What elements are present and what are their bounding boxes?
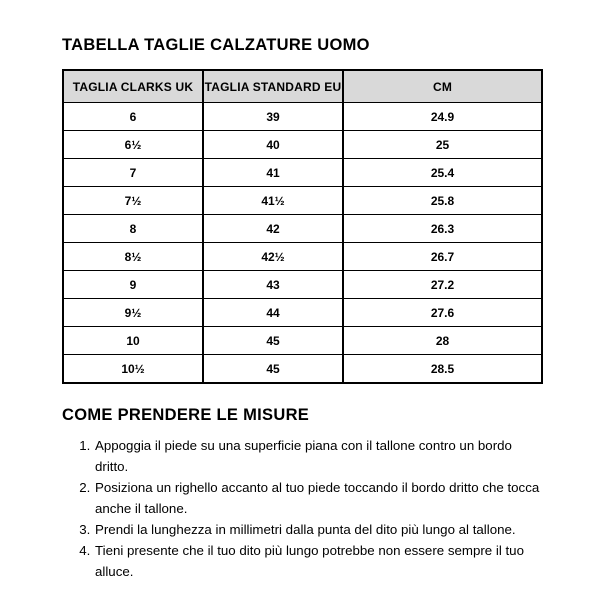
measure-section-title: COME PRENDERE LE MISURE [62, 406, 310, 424]
table-cell: 45 [203, 327, 343, 355]
table-cell: 42 [203, 215, 343, 243]
table-cell: 45 [203, 355, 343, 384]
table-cell: 8½ [63, 243, 203, 271]
table-cell: 40 [203, 131, 343, 159]
size-table-header [63, 70, 542, 103]
table-column-header: TAGLIA CLARKS UK [63, 70, 203, 103]
table-row [63, 131, 542, 159]
table-row [63, 271, 542, 299]
table-cell: 27.2 [343, 271, 542, 299]
table-cell: 28 [343, 327, 542, 355]
measure-instructions-list [62, 435, 545, 582]
table-row [63, 159, 542, 187]
table-cell: 7½ [63, 187, 203, 215]
table-cell: 9 [63, 271, 203, 299]
instruction-item: 3. Prendi la lunghezza in millimetri dalla punta del dito più lungo al tallone. [94, 519, 545, 540]
table-cell: 39 [203, 103, 343, 131]
table-row [63, 187, 542, 215]
table-column-header: CM [343, 70, 542, 103]
table-cell: 28.5 [343, 355, 542, 384]
table-cell: 27.6 [343, 299, 542, 327]
table-cell: 26.3 [343, 215, 542, 243]
table-cell: 10 [63, 327, 203, 355]
instruction-item: 4. Tieni presente che il tuo dito più lungo potrebbe non essere sempre il tuo alluce. [94, 540, 545, 582]
table-cell: 25.8 [343, 187, 542, 215]
table-row [63, 215, 542, 243]
instruction-item: 2. Posiziona un righello accanto al tuo piede toccando il bordo dritto che tocca anche il tallone. [94, 477, 545, 519]
table-cell: 8 [63, 215, 203, 243]
table-row [63, 299, 542, 327]
table-row [63, 243, 542, 271]
size-table [62, 69, 543, 384]
table-row [63, 355, 542, 384]
table-cell: 24.9 [343, 103, 542, 131]
table-cell: 9½ [63, 299, 203, 327]
table-row [63, 103, 542, 131]
table-cell: 41 [203, 159, 343, 187]
table-cell: 43 [203, 271, 343, 299]
table-cell: 25.4 [343, 159, 542, 187]
size-table-body [63, 103, 542, 384]
table-column-header: TAGLIA STANDARD EU [203, 70, 343, 103]
table-cell: 41½ [203, 187, 343, 215]
table-cell: 6½ [63, 131, 203, 159]
page-title: TABELLA TAGLIE CALZATURE UOMO [62, 36, 370, 54]
table-row [63, 327, 542, 355]
table-cell: 26.7 [343, 243, 542, 271]
table-cell: 44 [203, 299, 343, 327]
instruction-item: 1. Appoggia il piede su una superficie piana con il tallone contro un bordo dritto. [94, 435, 545, 477]
table-header-row [63, 70, 542, 103]
table-cell: 6 [63, 103, 203, 131]
table-cell: 10½ [63, 355, 203, 384]
table-cell: 25 [343, 131, 542, 159]
table-cell: 42½ [203, 243, 343, 271]
table-cell: 7 [63, 159, 203, 187]
